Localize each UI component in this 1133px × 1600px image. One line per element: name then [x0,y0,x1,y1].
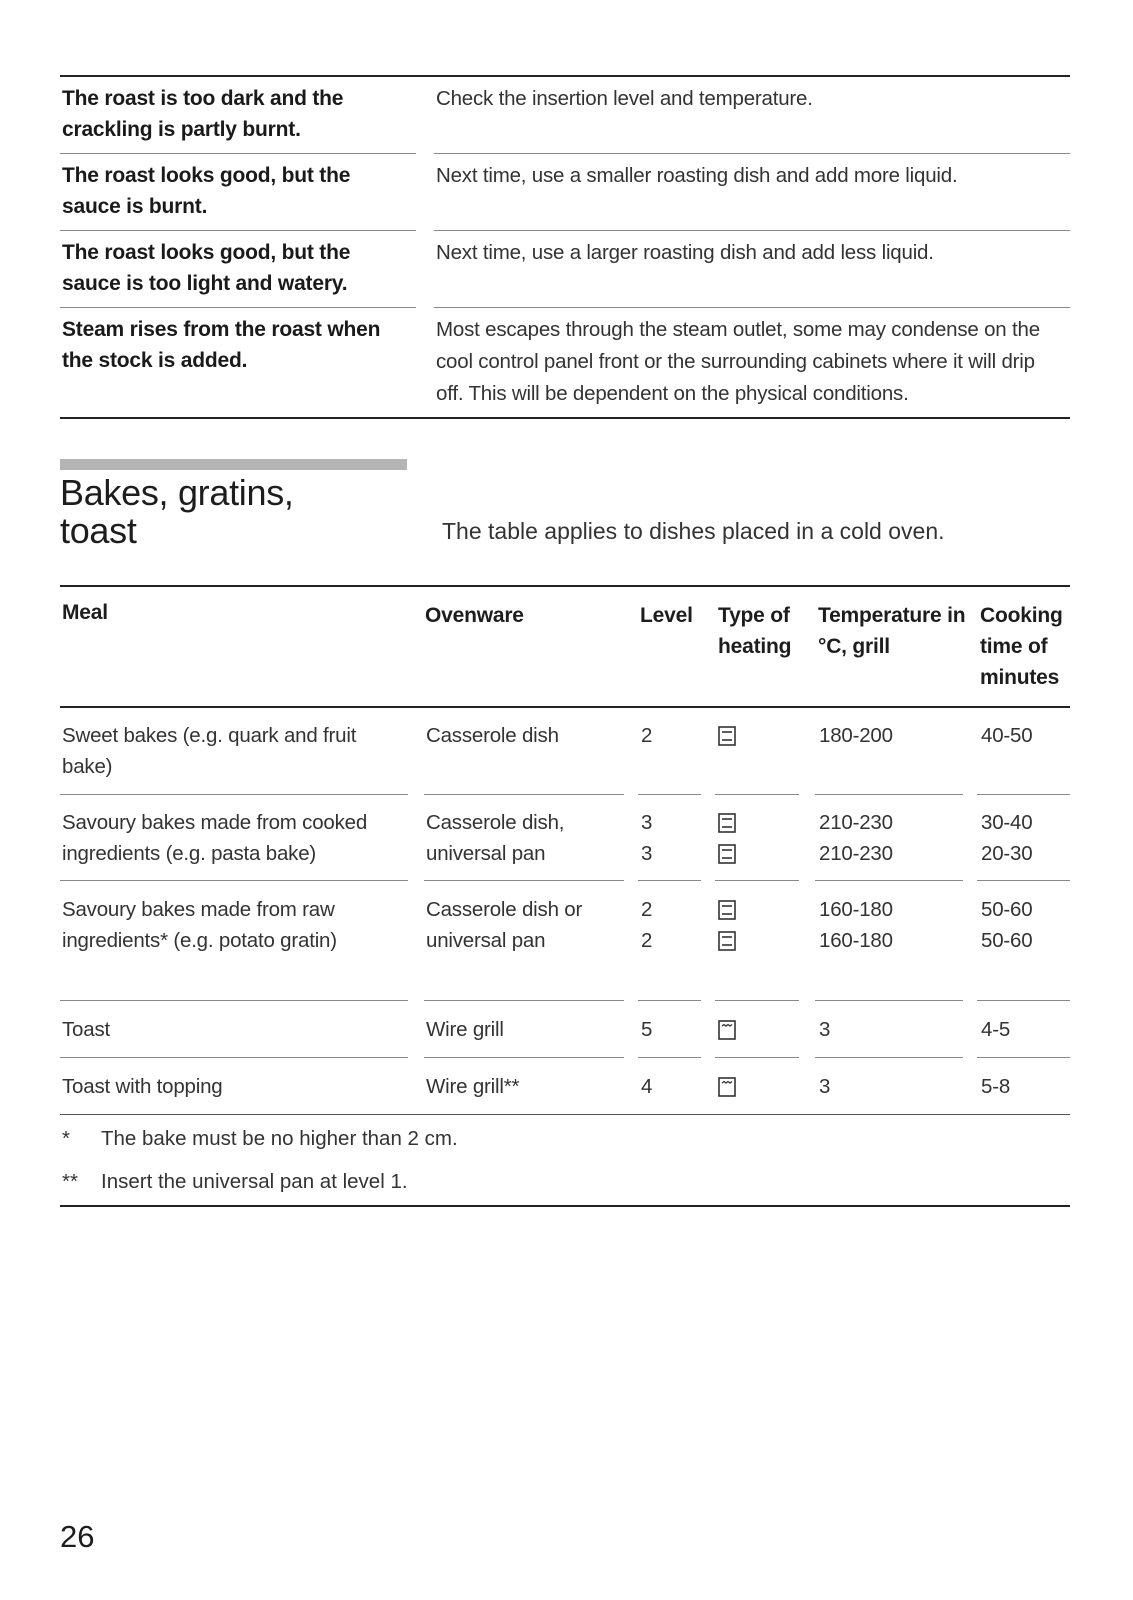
row-divider [815,794,963,795]
row-divider [815,1000,963,1001]
level-cell: 2 [641,724,653,747]
grill-icon [718,1020,736,1040]
level-value: 3 [641,811,653,834]
temperature-value: 210-230 [819,842,893,865]
problem-text: Steam rises from the roast when the stock is added. [62,318,381,372]
meal-cell: Savoury bakes made from cooked ingredients (e.g. pasta bake) [62,811,368,865]
level-value: 2 [641,929,653,952]
time-cell [981,894,1032,956]
row-divider [60,230,416,231]
section-marker-bar [60,459,407,470]
time-value: 30-40 [981,811,1033,834]
row-divider [638,794,701,795]
level-cell: 4 [641,1075,653,1098]
heating-cell [714,894,742,962]
row-divider [60,153,416,154]
row-divider [638,880,701,881]
temperature-cell: 180-200 [819,724,893,747]
problem-text: The roast looks good, but the sauce is burnt. [62,164,351,218]
row-divider [60,794,408,795]
row-divider [715,1000,799,1001]
time-value: 50-60 [981,898,1033,921]
row-divider [638,1057,701,1058]
row-divider [977,1057,1070,1058]
footnote-mark: ** [62,1170,78,1193]
top-bottom-heat-icon [718,900,736,920]
row-divider [60,880,408,881]
remedy-text: Next time, use a larger roasting dish and add less liquid. [436,241,934,264]
header-meal: Meal [62,601,108,624]
table-bottom-rule [60,417,1070,419]
temperature-value: 160-180 [819,898,893,921]
footnote-bottom-rule [60,1205,1070,1207]
row-divider [434,230,1070,231]
row-divider [977,794,1070,795]
row-divider [715,1057,799,1058]
temperature-cell [819,807,893,869]
ovenware-cell: Casserole dish or universal pan [426,898,583,952]
temperature-value: 160-180 [819,929,893,952]
temperature-cell [819,894,893,956]
header-type-of-heating: Type of heating [718,604,792,658]
section-title [60,474,420,550]
table-top-rule [60,75,1070,77]
row-divider [434,307,1070,308]
row-divider [715,794,799,795]
footnote-text: Insert the universal pan at level 1. [101,1170,408,1193]
heating-cell [714,807,742,875]
heating-cell [714,1071,742,1108]
meal-cell: Toast [62,1018,110,1041]
top-bottom-heat-icon [718,844,736,864]
row-divider [424,1000,624,1001]
footnote-mark: * [62,1127,70,1150]
level-cell [641,807,652,869]
remedy-text: Check the insertion level and temperature. [436,87,813,110]
level-cell [641,894,652,956]
header-temperature: Temperature in °C, grill [818,604,966,658]
section-title-line: toast [60,510,137,551]
header-ovenware: Ovenware [425,604,524,627]
remedy-text: Next time, use a smaller roasting dish and add more liquid. [436,164,958,187]
grill-icon [718,1077,736,1097]
heating-cell [714,1014,742,1051]
top-bottom-heat-icon [718,813,736,833]
section-title-line: Bakes, gratins, [60,472,294,513]
time-cell: 5-8 [981,1075,1011,1098]
row-divider [434,153,1070,154]
table-top-rule [60,585,1070,587]
time-value: 20-30 [981,842,1033,865]
row-divider [638,1000,701,1001]
temperature-value: 210-230 [819,811,893,834]
ovenware-cell: Casserole dish, universal pan [426,811,565,865]
time-cell: 40-50 [981,724,1033,747]
temperature-cell: 3 [819,1075,831,1098]
time-cell: 4-5 [981,1018,1011,1041]
row-divider [424,794,624,795]
row-divider [424,880,624,881]
row-divider [60,1000,408,1001]
ovenware-cell: Wire grill** [426,1075,520,1098]
time-cell [981,807,1032,869]
footnote-text: The bake must be no higher than 2 cm. [101,1127,458,1150]
top-bottom-heat-icon [718,931,736,951]
meal-cell: Savoury bakes made from raw ingredients* (e.g. potato gratin) [62,898,337,952]
row-divider [424,1057,624,1058]
row-divider [715,880,799,881]
remedy-text: Most escapes through the steam outlet, some may condense on the cool control panel front or the surrounding cabinets where it will drip off. This will be dependent on the physical conditions. [436,318,1040,405]
section-intro: The table applies to dishes placed in a cold oven. [442,518,945,544]
meal-cell: Sweet bakes (e.g. quark and fruit bake) [62,724,357,778]
row-divider [815,1057,963,1058]
header-level: Level [640,604,693,627]
page-number: 26 [60,1519,95,1554]
ovenware-cell: Casserole dish [426,724,559,747]
row-divider [60,1057,408,1058]
problem-text: The roast looks good, but the sauce is too light and watery. [62,241,351,295]
top-bottom-heat-icon [718,726,736,746]
header-rule [60,706,1070,708]
problem-text: The roast is too dark and the crackling is partly burnt. [62,87,344,141]
ovenware-cell: Wire grill [426,1018,504,1041]
level-value: 3 [641,842,653,865]
row-divider [977,880,1070,881]
heating-cell [714,720,742,757]
table-bottom-rule [60,1114,1070,1115]
row-divider [977,1000,1070,1001]
temperature-cell: 3 [819,1018,831,1041]
meal-cell: Toast with topping [62,1075,223,1098]
time-value: 50-60 [981,929,1033,952]
header-cooking-time: Cooking time of minutes [980,604,1063,689]
level-cell: 5 [641,1018,653,1041]
row-divider [60,307,416,308]
row-divider [815,880,963,881]
level-value: 2 [641,898,653,921]
